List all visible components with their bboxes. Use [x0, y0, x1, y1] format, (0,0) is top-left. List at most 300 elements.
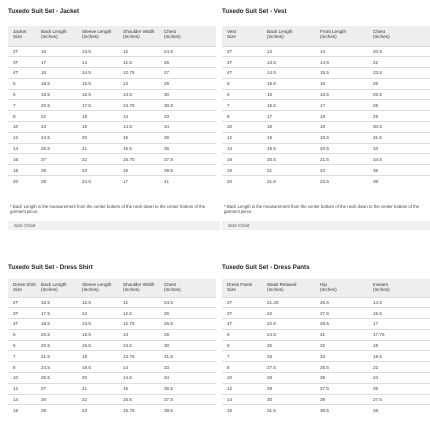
- table-row: [8, 57, 216, 68]
- table-row: [222, 68, 430, 79]
- jacket-title: Tuxedo Suit Set - Jacket: [8, 8, 80, 15]
- table-cell: 14.5: [262, 68, 315, 79]
- table-cell: 30: [262, 394, 315, 405]
- table-cell: 24.5: [77, 176, 118, 187]
- table-cell: 18: [315, 111, 368, 122]
- table-row: [8, 89, 216, 100]
- table-cell: 28: [36, 165, 77, 176]
- table-cell: 38.5: [159, 405, 216, 416]
- dress-shirt-size-table: [8, 279, 216, 416]
- table-row: [8, 383, 216, 394]
- table-cell: 4T: [8, 68, 36, 79]
- table-cell: 15: [118, 383, 159, 394]
- dress-pants-title: Tuxedo Suit Set - Dress Pants: [222, 264, 310, 271]
- table-cell: 33: [368, 143, 430, 154]
- column-header: Back Length (Inches): [262, 26, 315, 46]
- table-row: [8, 143, 216, 154]
- table-cell: 14.5: [315, 57, 368, 68]
- table-cell: 15.5: [77, 78, 118, 89]
- table-cell: 18: [77, 351, 118, 362]
- table-row: [222, 57, 430, 68]
- table-cell: 23: [77, 405, 118, 416]
- table-cell: 7: [8, 351, 36, 362]
- table-cell: 30.5: [159, 100, 216, 111]
- table-row: [222, 154, 430, 165]
- table-cell: 16.5: [77, 89, 118, 100]
- table-cell: 16: [118, 165, 159, 176]
- table-cell: 21: [77, 383, 118, 394]
- table-cell: 12: [222, 132, 262, 143]
- table-cell: 16: [8, 405, 36, 416]
- table-cell: 39.5: [159, 165, 216, 176]
- column-header: Sleeve Length (Inches): [77, 279, 118, 297]
- table-cell: 37.5: [159, 394, 216, 405]
- dress-shirt-size-panel: [8, 264, 216, 430]
- table-cell: 25.5: [36, 373, 77, 384]
- vest-size-chart-bar[interactable]: [222, 221, 430, 230]
- table-cell: 29: [368, 111, 430, 122]
- table-cell: 27: [36, 154, 77, 165]
- table-cell: 26: [368, 383, 430, 394]
- table-cell: 25.5: [36, 143, 77, 154]
- column-header: Waist Relaxed (Inches): [262, 279, 315, 297]
- table-row: [8, 405, 216, 416]
- table-cell: 24.5: [36, 132, 77, 143]
- table-cell: 6: [222, 89, 262, 100]
- table-cell: 28: [36, 394, 77, 405]
- table-cell: 23: [36, 122, 77, 133]
- table-header-row: [8, 279, 216, 297]
- table-row: [8, 340, 216, 351]
- table-cell: 22: [77, 154, 118, 165]
- table-cell: 6: [8, 340, 36, 351]
- table-cell: 19.5: [77, 362, 118, 373]
- table-row: [222, 176, 430, 187]
- table-cell: 31.5: [159, 351, 216, 362]
- table-cell: 18: [222, 165, 262, 176]
- table-cell: 31: [315, 329, 368, 340]
- table-cell: 29: [36, 176, 77, 187]
- table-cell: 23: [77, 165, 118, 176]
- table-row: [8, 297, 216, 308]
- table-header-row: [222, 279, 430, 297]
- table-cell: 20: [77, 373, 118, 384]
- table-cell: 28: [368, 100, 430, 111]
- table-cell: 16: [222, 405, 262, 416]
- table-cell: 16: [315, 78, 368, 89]
- table-cell: 6: [222, 340, 262, 351]
- table-cell: 24.5: [262, 329, 315, 340]
- table-cell: 36: [368, 165, 430, 176]
- table-cell: 27: [159, 68, 216, 79]
- jacket-note: * Back Length is the measurement from the center bottom of the neck down to the center bottom of the garment piece.: [10, 204, 206, 215]
- table-cell: 15.75: [118, 154, 159, 165]
- table-cell: 20.5: [315, 143, 368, 154]
- table-cell: 30: [159, 89, 216, 100]
- table-cell: 20.5: [36, 100, 77, 111]
- column-header: Shoulder Width (Inches): [118, 26, 159, 46]
- table-cell: 23.5: [315, 176, 368, 187]
- table-cell: 14.5: [77, 68, 118, 79]
- table-row: [222, 308, 430, 319]
- table-cell: 10: [222, 373, 262, 384]
- table-cell: 17.75: [368, 329, 430, 340]
- table-cell: 19.5: [36, 89, 77, 100]
- table-cell: 28: [368, 405, 430, 416]
- table-cell: 7: [222, 351, 262, 362]
- table-cell: 20.5: [36, 329, 77, 340]
- table-cell: 14: [8, 143, 36, 154]
- column-header: Hip (Inches): [315, 279, 368, 297]
- table-cell: 18: [262, 122, 315, 133]
- table-row: [222, 143, 430, 154]
- column-header: Back Length (Inches): [36, 26, 77, 46]
- jacket-size-panel: [8, 8, 216, 230]
- table-cell: 12: [8, 383, 36, 394]
- table-cell: 19: [77, 122, 118, 133]
- table-cell: 17: [368, 319, 430, 330]
- table-cell: 22: [77, 394, 118, 405]
- table-cell: 27.5: [315, 308, 368, 319]
- table-cell: 29: [159, 78, 216, 89]
- table-cell: 28: [262, 373, 315, 384]
- table-cell: 7: [8, 100, 36, 111]
- table-cell: 36: [159, 143, 216, 154]
- dress-pants-size-panel: [222, 264, 430, 430]
- table-cell: 12.5: [77, 297, 118, 308]
- table-cell: 14: [222, 143, 262, 154]
- table-row: [8, 362, 216, 373]
- table-cell: 26: [159, 308, 216, 319]
- table-cell: 29: [36, 405, 77, 416]
- table-row: [222, 132, 430, 143]
- vest-size-table: [222, 26, 430, 186]
- table-cell: 18.5: [36, 78, 77, 89]
- table-cell: 24.5: [159, 297, 216, 308]
- table-cell: 10: [222, 122, 262, 133]
- column-header: Dress Pants Size: [222, 279, 262, 297]
- table-cell: 37.5: [159, 154, 216, 165]
- column-header: Chest (Inches): [159, 279, 216, 297]
- table-cell: 41: [159, 176, 216, 187]
- table-row: [8, 165, 216, 176]
- table-cell: 5: [222, 329, 262, 340]
- table-cell: 34: [159, 373, 216, 384]
- table-cell: 12: [8, 132, 36, 143]
- table-cell: 14: [8, 394, 36, 405]
- table-row: [8, 132, 216, 143]
- vest-size-chart-label: Size Chart: [228, 223, 250, 228]
- table-row: [8, 329, 216, 340]
- table-cell: 17: [315, 100, 368, 111]
- table-cell: 20.5: [36, 340, 77, 351]
- table-cell: 13: [262, 46, 315, 57]
- table-cell: 36.5: [159, 383, 216, 394]
- table-cell: 18: [36, 68, 77, 79]
- table-cell: 12.5: [118, 308, 159, 319]
- table-row: [8, 176, 216, 187]
- table-cell: 22: [315, 165, 368, 176]
- table-cell: 6: [8, 89, 36, 100]
- column-header: Chest (Inches): [368, 26, 430, 46]
- table-cell: 25: [262, 340, 315, 351]
- table-cell: 14: [315, 46, 368, 57]
- table-cell: 31.5: [262, 405, 315, 416]
- table-cell: 30: [159, 340, 216, 351]
- table-cell: 17.5: [36, 308, 77, 319]
- table-cell: 18: [77, 111, 118, 122]
- table-row: [222, 319, 430, 330]
- table-cell: 3T: [8, 57, 36, 68]
- table-cell: 26: [262, 351, 315, 362]
- table-cell: 20: [77, 132, 118, 143]
- column-header: Front Length (Inches): [315, 26, 368, 46]
- table-cell: 16.5: [315, 89, 368, 100]
- table-row: [8, 68, 216, 79]
- table-cell: 13.5: [262, 57, 315, 68]
- table-cell: 2T: [8, 297, 36, 308]
- table-cell: 4T: [222, 68, 262, 79]
- table-cell: 16: [262, 89, 315, 100]
- table-cell: 16: [222, 154, 262, 165]
- column-header: Sleeve Length (Inches): [77, 26, 118, 46]
- column-header: Shoulder Width (Inches): [118, 279, 159, 297]
- table-cell: 39: [315, 394, 368, 405]
- table-row: [8, 100, 216, 111]
- table-header-row: [8, 26, 216, 46]
- table-cell: 14.5: [368, 297, 430, 308]
- table-cell: 22: [262, 308, 315, 319]
- table-cell: 23.5: [368, 68, 430, 79]
- table-cell: 8: [222, 111, 262, 122]
- table-row: [8, 394, 216, 405]
- table-row: [8, 319, 216, 330]
- table-cell: 21: [77, 143, 118, 154]
- table-cell: 3T: [222, 57, 262, 68]
- table-cell: 12: [222, 383, 262, 394]
- table-cell: 22: [36, 111, 77, 122]
- table-row: [222, 383, 430, 394]
- table-cell: 2T: [222, 297, 262, 308]
- table-cell: 25: [368, 78, 430, 89]
- table-cell: 5: [222, 78, 262, 89]
- table-cell: 35.5: [315, 362, 368, 373]
- table-cell: 17: [36, 57, 77, 68]
- table-cell: 18.5: [36, 319, 77, 330]
- table-cell: 14: [118, 362, 159, 373]
- table-cell: 16: [8, 154, 36, 165]
- table-row: [8, 373, 216, 384]
- table-row: [8, 111, 216, 122]
- table-row: [222, 89, 430, 100]
- column-header: Chest (Inches): [159, 26, 216, 46]
- table-cell: 39.5: [315, 405, 368, 416]
- table-row: [8, 308, 216, 319]
- jacket-size-table: [8, 26, 216, 186]
- table-cell: 21: [262, 165, 315, 176]
- column-header: Jacket Size: [8, 26, 36, 46]
- table-cell: 31.5: [368, 132, 430, 143]
- table-cell: 27.5: [262, 362, 315, 373]
- table-cell: 16.5: [77, 340, 118, 351]
- table-cell: 13.5: [77, 46, 118, 57]
- table-row: [222, 351, 430, 362]
- table-cell: 36: [315, 373, 368, 384]
- table-cell: 21.25: [262, 297, 315, 308]
- table-cell: 2T: [222, 46, 262, 57]
- table-cell: 5: [8, 78, 36, 89]
- table-cell: 14.5: [118, 122, 159, 133]
- table-row: [222, 394, 430, 405]
- column-header: Vest Size: [222, 26, 262, 46]
- table-cell: 37.5: [315, 383, 368, 394]
- table-cell: 38: [368, 176, 430, 187]
- table-cell: 8: [222, 362, 262, 373]
- table-cell: 17: [262, 111, 315, 122]
- table-cell: 20: [222, 176, 262, 187]
- table-cell: 13.75: [118, 351, 159, 362]
- table-cell: 10: [8, 373, 36, 384]
- table-cell: 24.5: [36, 362, 77, 373]
- table-cell: 19.5: [315, 132, 368, 143]
- table-cell: 15.5: [118, 394, 159, 405]
- table-cell: 21.5: [315, 154, 368, 165]
- table-cell: 22.5: [262, 319, 315, 330]
- column-header: Back Length (Inches): [36, 279, 77, 297]
- table-cell: 20: [8, 176, 36, 187]
- table-cell: 20.5: [262, 154, 315, 165]
- table-row: [222, 340, 430, 351]
- table-row: [8, 154, 216, 165]
- table-cell: 3T: [8, 308, 36, 319]
- table-cell: 12.75: [118, 319, 159, 330]
- table-cell: 8: [8, 111, 36, 122]
- table-cell: 27.5: [368, 394, 430, 405]
- jacket-size-chart-bar[interactable]: [8, 221, 220, 230]
- jacket-size-chart-label: Size Chart: [14, 223, 36, 228]
- table-cell: 12.75: [118, 68, 159, 79]
- dress-pants-size-table: [222, 279, 430, 416]
- table-row: [8, 78, 216, 89]
- table-cell: 15.5: [262, 78, 315, 89]
- table-cell: 5: [8, 329, 36, 340]
- table-cell: 13: [77, 308, 118, 319]
- vest-note: * Back Length is the measurement from the center bottom of the neck down to the center bottom of the garment piece.: [224, 204, 420, 215]
- table-cell: 19.5: [368, 351, 430, 362]
- table-cell: 19: [368, 340, 430, 351]
- table-cell: 15.75: [118, 405, 159, 416]
- table-row: [222, 111, 430, 122]
- table-cell: 33: [159, 362, 216, 373]
- table-cell: 8: [8, 362, 36, 373]
- table-cell: 10: [8, 122, 36, 133]
- table-cell: 3T: [222, 308, 262, 319]
- table-cell: 27: [36, 383, 77, 394]
- table-cell: 2T: [8, 46, 36, 57]
- table-cell: 24.5: [159, 46, 216, 57]
- table-cell: 24: [368, 373, 430, 384]
- table-cell: 15.5: [315, 68, 368, 79]
- table-cell: 15.5: [118, 143, 159, 154]
- table-cell: 26.5: [368, 89, 430, 100]
- table-cell: 15: [118, 132, 159, 143]
- table-row: [8, 46, 216, 57]
- table-cell: 34: [159, 122, 216, 133]
- table-cell: 12: [118, 297, 159, 308]
- table-cell: 16: [36, 46, 77, 57]
- table-cell: 13.5: [77, 319, 118, 330]
- table-cell: 16.5: [262, 100, 315, 111]
- table-row: [8, 122, 216, 133]
- table-row: [222, 329, 430, 340]
- table-cell: 12: [118, 46, 159, 57]
- table-cell: 13: [118, 78, 159, 89]
- table-cell: 33: [315, 351, 368, 362]
- table-cell: 26: [159, 57, 216, 68]
- table-cell: 22: [368, 57, 430, 68]
- table-cell: 29: [262, 383, 315, 394]
- table-cell: 19: [262, 132, 315, 143]
- table-row: [222, 373, 430, 384]
- table-cell: 32: [315, 340, 368, 351]
- table-cell: 19: [315, 122, 368, 133]
- vest-title: Tuxedo Suit Set - Vest: [222, 8, 287, 15]
- table-cell: 19.5: [262, 143, 315, 154]
- table-cell: 28.5: [315, 319, 368, 330]
- table-row: [222, 297, 430, 308]
- table-cell: 13.5: [118, 340, 159, 351]
- table-row: [222, 362, 430, 373]
- table-header-row: [222, 26, 430, 46]
- dress-shirt-title: Tuxedo Suit Set - Dress Shirt: [8, 264, 93, 271]
- table-cell: 14: [222, 394, 262, 405]
- table-cell: 26.5: [159, 319, 216, 330]
- table-cell: 21.5: [262, 176, 315, 187]
- table-row: [222, 78, 430, 89]
- table-cell: 21.5: [36, 351, 77, 362]
- table-cell: 15.5: [368, 308, 430, 319]
- table-cell: 17: [118, 176, 159, 187]
- table-cell: 16.5: [36, 297, 77, 308]
- table-cell: 18: [8, 165, 36, 176]
- table-cell: 20.5: [368, 46, 430, 57]
- table-cell: 26.5: [315, 297, 368, 308]
- table-cell: 14.5: [118, 373, 159, 384]
- column-header: Dress Shirt Size: [8, 279, 36, 297]
- table-cell: 22: [368, 362, 430, 373]
- table-cell: 13.75: [118, 100, 159, 111]
- vest-size-panel: [222, 8, 430, 230]
- table-cell: 7: [222, 100, 262, 111]
- table-row: [222, 122, 430, 133]
- table-cell: 12.5: [118, 57, 159, 68]
- table-cell: 36: [159, 132, 216, 143]
- table-row: [222, 405, 430, 416]
- table-cell: 4T: [8, 319, 36, 330]
- table-row: [222, 46, 430, 57]
- table-cell: 14: [77, 57, 118, 68]
- table-cell: 13.5: [118, 89, 159, 100]
- table-row: [222, 165, 430, 176]
- table-cell: 33: [159, 111, 216, 122]
- table-cell: 4T: [222, 319, 262, 330]
- table-cell: 30.5: [368, 122, 430, 133]
- table-cell: 34.5: [368, 154, 430, 165]
- table-row: [8, 351, 216, 362]
- table-cell: 15.5: [77, 329, 118, 340]
- table-cell: 13: [118, 329, 159, 340]
- table-cell: 14: [118, 111, 159, 122]
